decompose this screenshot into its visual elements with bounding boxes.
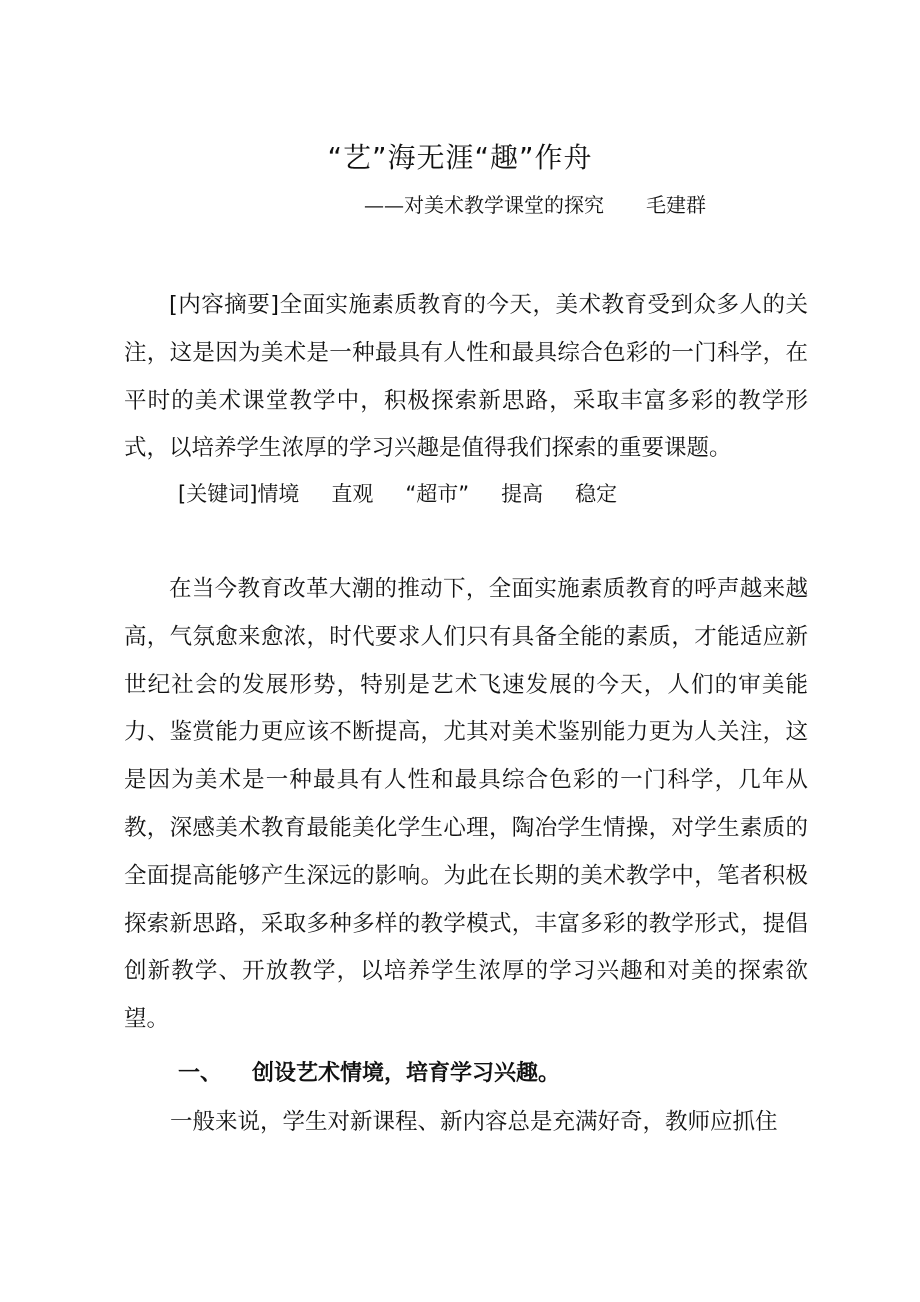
section-first-line: 一般来说，学生对新课程、新内容总是充满好奇，教师应抓住 [170, 1109, 778, 1135]
abstract-text: 全面实施素质教育的今天，美术教育受到众多人的关注，这是因为美术是一种最具有人性和最具综合色彩的一门科学，在平时的美术课堂教学中，积极探索新思路，采取丰富多彩的教学形式，以培养学生浓厚的学习兴趣是值得我们探索的重要课题。 [124, 292, 808, 462]
section-title: 创设艺术情境，培育学习兴趣。 [252, 1061, 561, 1086]
document-title: “艺”海无涯“趣”作舟 [327, 141, 593, 174]
keywords-line [178, 474, 617, 514]
keyword-item: 提高 [501, 482, 544, 506]
keyword-item: 稳定 [575, 482, 618, 506]
keywords-label: [关键词] [178, 482, 258, 506]
abstract-label: [内容摘要] [169, 292, 280, 318]
abstract-paragraph [124, 282, 808, 473]
section-number: 一、 [178, 1061, 223, 1086]
keyword-item: 情境 [257, 482, 300, 506]
section-heading [178, 1054, 560, 1094]
document-subtitle: ——对美术教学课堂的探究 [364, 193, 604, 217]
author-name: 毛建群 [646, 193, 706, 217]
keyword-item: 直观 [331, 482, 374, 506]
intro-paragraph: 在当今教育改革大潮的推动下，全面实施素质教育的呼声越来越高，气氛愈来愈浓，时代要求人们只有具备全能的素质，才能适应新世纪社会的发展形势，特别是艺术飞速发展的今天，人们的审美能力、鉴赏能力更应该不断提高，尤其对美术鉴别能力更为人关注，这是因为美术是一种最具有人性和最具综合色彩的一门科学，几年从教，深感美术教育最能美化学生心理，陶冶学生情操，对学生素质的全面提高能够产生深远的影响。为此在长期的美术教学中，笔者积极探索新思路，采取多种多样的教学模式，丰富多彩的教学形式，提倡创新教学、开放教学，以培养学生浓厚的学习兴趣和对美的探索欲望。 [124, 576, 808, 1033]
document-subtitle-line [364, 192, 706, 218]
keyword-item: “超市” [405, 482, 470, 506]
